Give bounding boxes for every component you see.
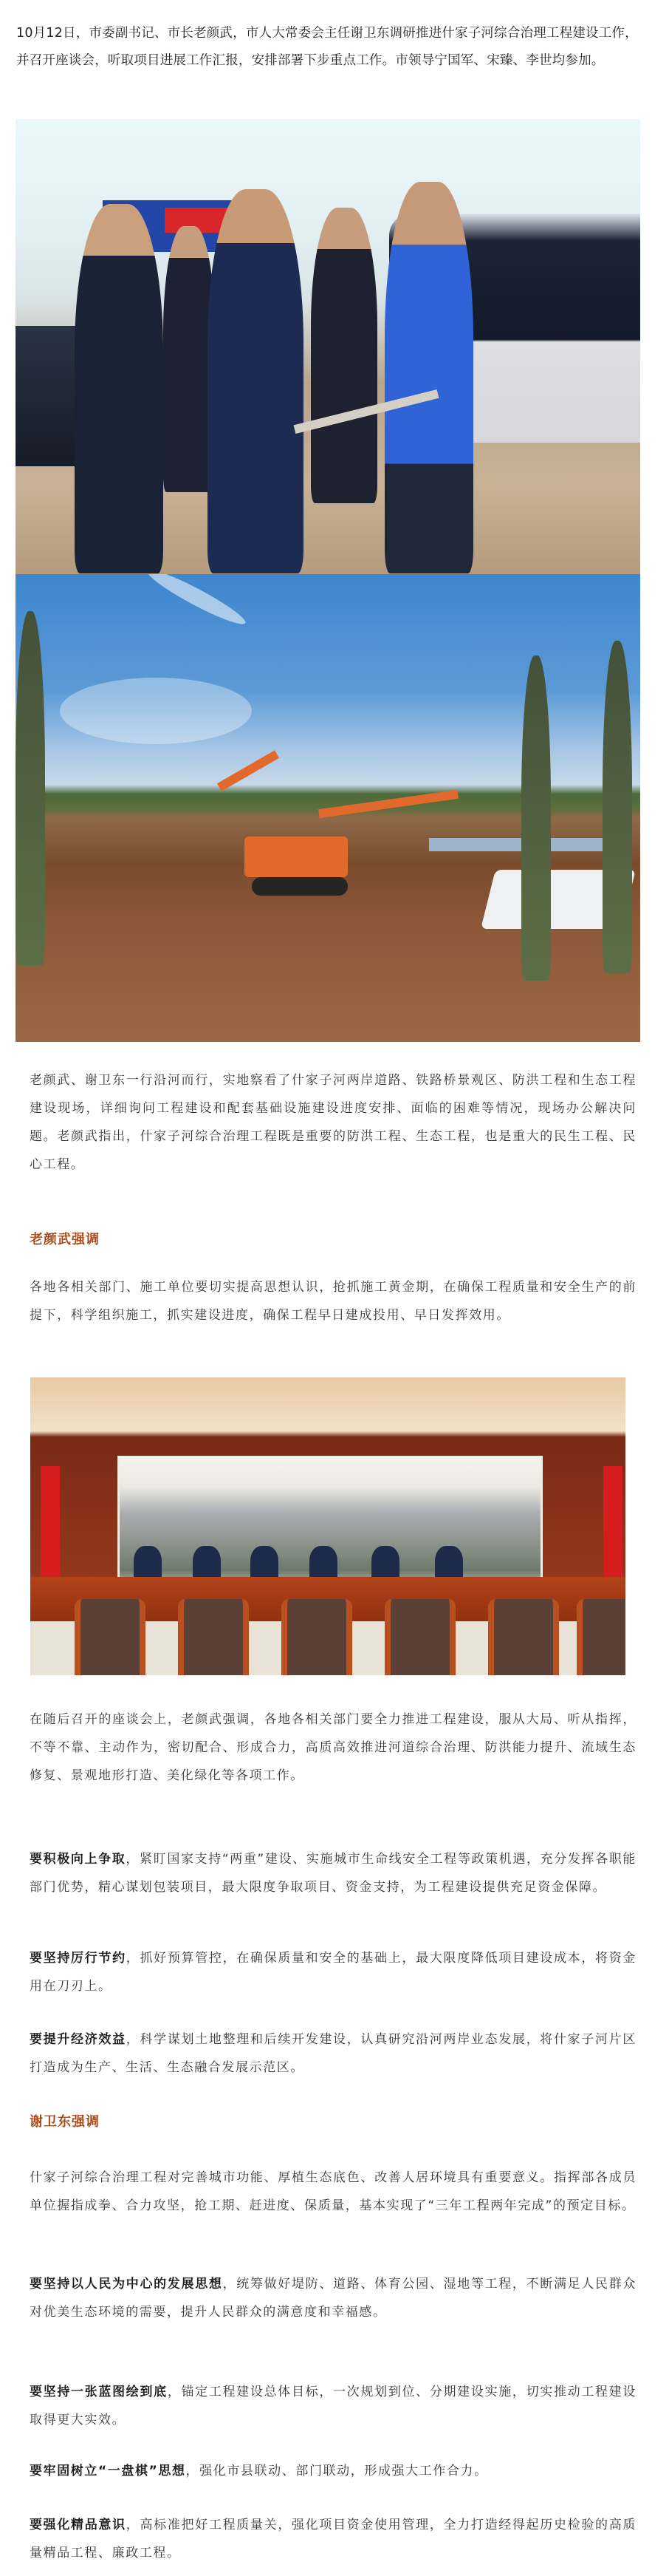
point-lead: 要坚持厉行节约 — [30, 1951, 126, 1966]
section-heading-laoyanwu: 老颜武强调 — [30, 1232, 100, 1247]
photo-tree-shape — [16, 611, 45, 966]
photo-flag-shape — [603, 1466, 622, 1577]
meeting-paragraph: 在随后召开的座谈会上，老颜武强调，各地各相关部门要全力推进工程建设，服从大局、听从指挥，不等不靠、主动作为，密切配合、形成合力，高质高效推进河道综合治理、防洪能力提升、流域生态修复、景观地形打造、美化绿化等各项工作。 — [30, 1712, 637, 1783]
photo-person — [75, 204, 163, 573]
section2-paragraph: 什家子河综合治理工程对完善城市功能、厚植生态底色、改善人居环境具有重要意义。指挥部各成员单位握指成拳、合力攻坚，抢工期、赶进度、保质量，基本实现了“三年工程两年完成”的预定目标。 — [30, 2170, 637, 2213]
section2-point: 要坚持以人民为中心的发展思想，统筹做好堤防、道路、体育公园、湿地等工程，不断满足人民群众对优美生态环境的需要，提升人民群众的满意度和幸福感。 — [30, 2277, 637, 2320]
photo-meeting-room — [30, 1377, 625, 1675]
section1-point: 要提升经济效益，科学谋划土地整理和后续开发建设，认真研究沿河两岸业态发展，将什家子河片区打造成为生产、生活、生态融合发展示范区。 — [30, 2032, 637, 2075]
photo-flag-shape — [41, 1466, 60, 1577]
photo-excavator-shape — [244, 836, 348, 877]
intro-paragraph: 10月12日，市委副书记、市长老颜武，市人大常委会主任谢卫东调研推进什家子河综合治理工程建设工作，并召开座谈会，听取项目进展工作汇报，安排部署下步重点工作。市领导宁国军、宋臻、李世均参加。 — [16, 26, 638, 68]
inspection-paragraph: 老颜武、谢卫东一行沿河而行，实地察看了什家子河两岸道路、铁路桥景观区、防洪工程和生态工程建设现场，详细询问工程建设和配套基础设施建设进度安排、面临的困难等情况，现场办公解决问题。老颜武指出，什家子河综合治理工程既是重要的防洪工程、生态工程，也是重大的民生工程、民心工程。 — [30, 1073, 637, 1172]
section2-point: 要坚持一张蓝图绘到底，锚定工程建设总体目标，一次规划到位、分期建设实施，切实推动工程建设取得更大实效。 — [30, 2385, 637, 2427]
section2-point: 要牢固树立“一盘棋”思想，强化市县联动、部门联动，形成强大工作合力。 — [30, 2464, 488, 2478]
point-lead: 要坚持以人民为中心的发展思想 — [30, 2277, 223, 2292]
section1-point: 要积极向上争取，紧盯国家支持“两重”建设、实施城市生命线安全工程等政策机遇，充分发挥各职能部门优势，精心谋划包装项目，最大限度争取项目、资金支持，为工程建设提供充足资金保障。 — [30, 1852, 637, 1895]
section1-point: 要坚持厉行节约，抓好预算管控，在确保质量和安全的基础上，最大限度降低项目建设成本，将资金用在刀刃上。 — [30, 1951, 637, 1994]
point-lead: 要积极向上争取 — [30, 1852, 126, 1867]
point-lead: 要坚持一张蓝图绘到底 — [30, 2385, 168, 2399]
section2-point: 要强化精品意识，高标准把好工程质量关，强化项目资金使用管理，全力打造经得起历史检验的高质量精品工程、廉政工程。 — [30, 2518, 637, 2560]
photo-person — [207, 189, 303, 573]
point-lead: 要提升经济效益 — [30, 2032, 126, 2047]
photo-construction-site — [16, 574, 640, 1042]
photo-tree-shape — [603, 641, 632, 973]
point-lead: 要牢固树立“一盘棋”思想 — [30, 2464, 186, 2478]
photo-tree-shape — [521, 655, 551, 981]
section-heading-xieweidong: 谢卫东强调 — [30, 2114, 100, 2130]
photo-site-inspection — [16, 119, 640, 574]
point-lead: 要强化精品意识 — [30, 2518, 126, 2532]
photo-water-shape — [429, 838, 606, 851]
section1-paragraph: 各地各相关部门、施工单位要切实提高思想认识，抢抓施工黄金期，在确保工程质量和安全生产的前提下，科学组织施工，抓实建设进度，确保工程早日建成投用、早日发挥效用。 — [30, 1280, 637, 1323]
photo-person — [385, 182, 473, 573]
